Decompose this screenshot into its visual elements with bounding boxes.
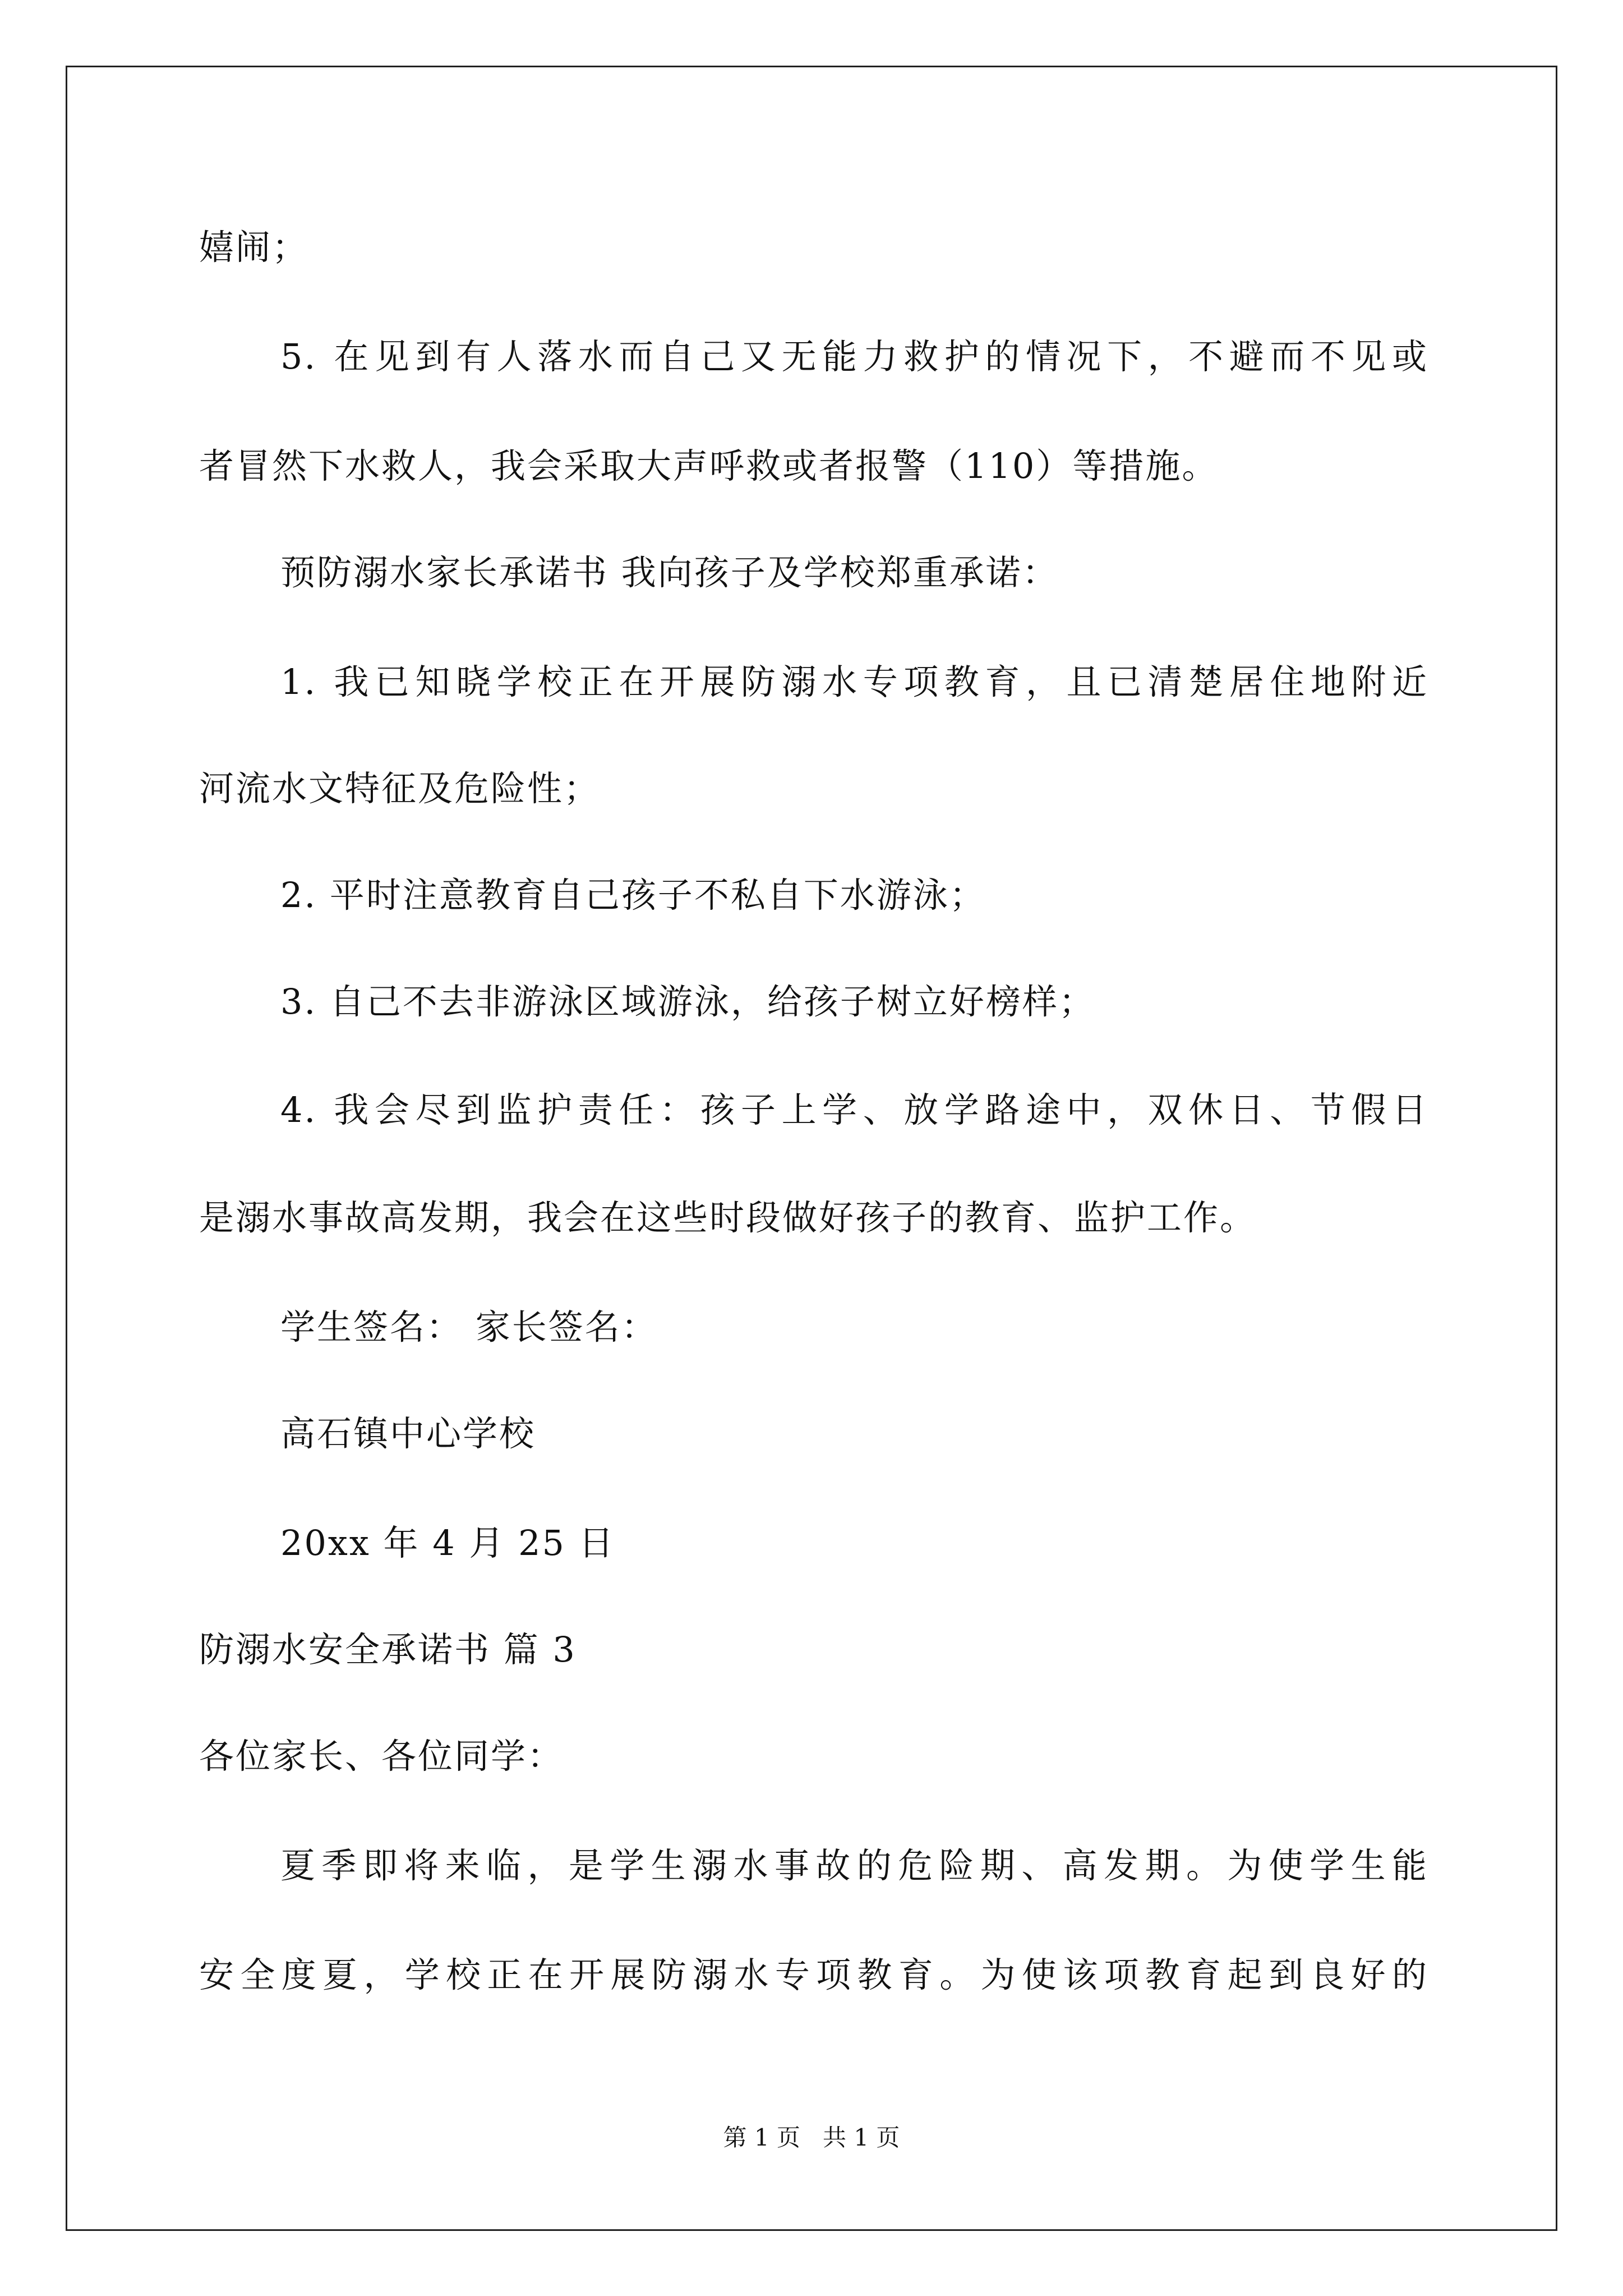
section-heading: 防溺水安全承诺书 篇 3: [199, 1629, 577, 1670]
text-line-17: 安全度夏，学校正在开展防溺水专项教育。为使该项教育起到良好的: [199, 1954, 1428, 1995]
text-line-10: 是溺水事故高发期，我会在这些时段做好孩子的教育、监护工作。: [199, 1197, 1257, 1238]
page-border: [66, 66, 1557, 2231]
page-footer: [0, 2126, 1623, 2150]
text-line-9: 4. 我会尽到监护责任：孩子上学、放学路途中，双休日、节假日: [280, 1089, 1428, 1130]
text-line-3: 者冒然下水救人，我会采取大声呼救或者报警（110）等措施。: [199, 445, 1219, 486]
page-total: 共 1 页: [823, 2124, 900, 2151]
text-line-7: 2. 平时注意教育自己孩子不私自下水游泳；: [280, 875, 986, 915]
page-number: 第 1 页: [723, 2124, 800, 2151]
text-line-1: 嬉闹；: [199, 227, 309, 268]
text-line-13: 20xx 年 4 月 25 日: [280, 1522, 615, 1563]
text-line-11: 学生签名： 家长签名：: [280, 1306, 658, 1347]
text-line-16: 夏季即将来临，是学生溺水事故的危险期、高发期。为使学生能: [280, 1845, 1428, 1886]
text-line-4: 预防溺水家长承诺书 我向孩子及学校郑重承诺：: [280, 552, 1059, 593]
text-line-6: 河流水文特征及危险性；: [199, 768, 601, 809]
salutation: 各位家长、各位同学：: [199, 1736, 564, 1777]
text-line-2: 5. 在见到有人落水而自己又无能力救护的情况下，不避而不见或: [280, 336, 1428, 377]
text-line-12: 高石镇中心学校: [280, 1413, 536, 1454]
text-line-8: 3. 自己不去非游泳区域游泳，给孩子树立好榜样；: [280, 981, 1095, 1022]
text-line-5: 1. 我已知晓学校正在开展防溺水专项教育，且已清楚居住地附近: [280, 661, 1428, 702]
